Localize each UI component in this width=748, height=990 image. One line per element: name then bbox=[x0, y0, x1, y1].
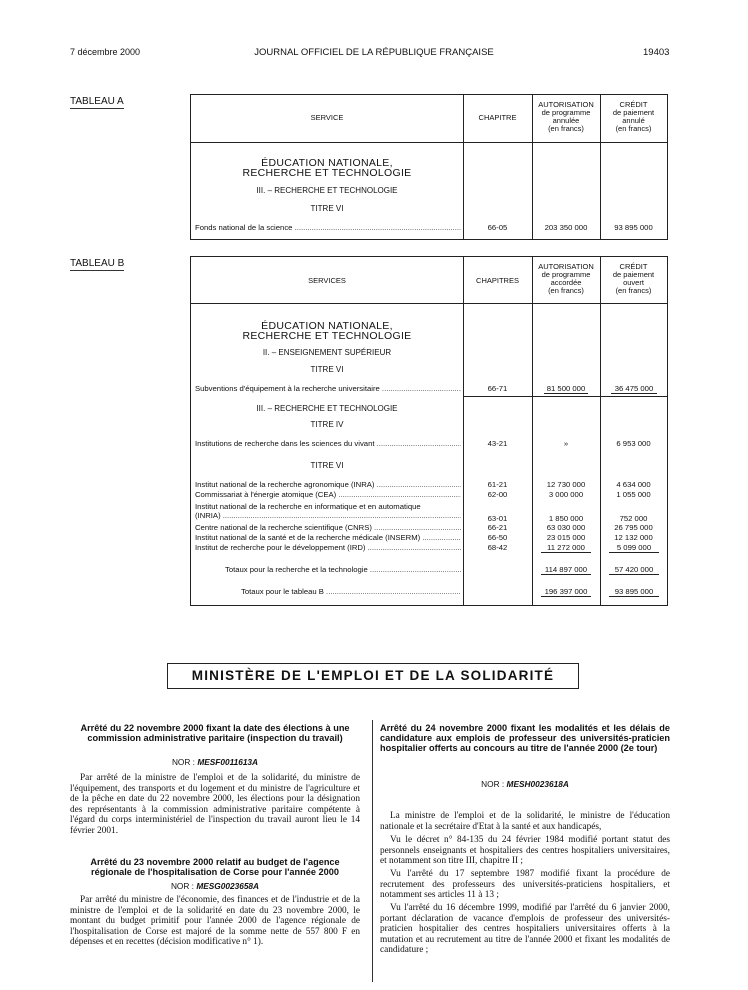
cell-autorisation: 63 030 000 bbox=[546, 523, 586, 532]
cell-autorisation: 12 730 000 bbox=[546, 480, 586, 489]
article-nor-elections: NOR : MESF0011613A bbox=[171, 757, 259, 767]
cell-credit: 12 132 000 bbox=[614, 533, 653, 542]
tableau-b-header-autorisation: AUTORISATION de programme accordée (en francs) bbox=[538, 262, 594, 295]
cell-credit: 93 895 000 bbox=[614, 223, 653, 232]
article-paragraph: La ministre de l'emploi et de la solidarité, le ministre de l'éducation nationale et la secrétaire d'Etat à la santé et aux handicapés, bbox=[380, 811, 670, 832]
cell-chapitre: 66-05 bbox=[487, 223, 508, 232]
tableau-a-header-chapitre: CHAPITRE bbox=[478, 113, 517, 122]
cell-credit: 6 953 000 bbox=[616, 439, 651, 448]
tableau-b-header-services: SERVICES bbox=[308, 276, 346, 285]
article-body-budget: Par arrêté du ministre de l'économie, des finances et de l'industrie et de la ministre de l'emploi et de la solidarité en date du 23 novembre 2000, le montant du budget primitif pour l'année 2000 de l'agence régionale de l'hospitalisation de Corse est majoré de la somme nette de 557 800 F en dépenses et en recettes (décision modificative n° 1). bbox=[70, 895, 360, 947]
journal-title: JOURNAL OFFICIEL DE LA RÉPUBLIQUE FRANÇAISE bbox=[254, 47, 494, 58]
article-nor-budget: NOR : MESG0023658A bbox=[170, 881, 260, 891]
tableau-a-header-autorisation: AUTORISATION de programme annulée (en francs) bbox=[538, 100, 594, 133]
tableau-b-titre-iv: TITRE IV bbox=[310, 420, 344, 429]
cell-chapitre: 63-01 bbox=[487, 514, 508, 523]
header-date: 7 décembre 2000 bbox=[70, 47, 141, 57]
cell-autorisation: 196 397 000 bbox=[541, 587, 591, 597]
cell-autorisation: 81 500 000 bbox=[544, 384, 588, 394]
ministry-banner: MINISTÈRE DE L'EMPLOI ET DE LA SOLIDARITÉ bbox=[167, 663, 579, 689]
cell-credit: 752 000 bbox=[619, 514, 648, 523]
tableau-b-section-2: II. – ENSEIGNEMENT SUPÉRIEUR bbox=[262, 348, 392, 357]
tableau-a-header-service: SERVICE bbox=[310, 113, 344, 122]
cell-autorisation: 114 897 000 bbox=[541, 565, 591, 575]
cell-chapitre: 68-42 bbox=[487, 543, 508, 552]
column-divider bbox=[372, 720, 373, 982]
tableau-a-label: TABLEAU A bbox=[70, 96, 124, 107]
article-nor-candidature: NOR : MESH0023618A bbox=[481, 779, 569, 789]
cell-autorisation: 1 850 000 bbox=[548, 514, 584, 523]
article-body-elections: Par arrêté de la ministre de l'emploi et de la solidarité, du ministre de l'équipement, des transports et du logement et du ministre de l'agriculture et de la pêche en date du 22 novembre 2000, les élections pour la désignation des représentants à la commission administrative paritaire compétente à l'égard du corps interministériel de l'inspection du travail auront lieu le 14 février 2001. bbox=[70, 773, 360, 836]
cell-credit: 93 895 000 bbox=[609, 587, 659, 597]
cell-credit: 4 634 000 bbox=[616, 480, 651, 489]
cell-credit: 57 420 000 bbox=[609, 565, 659, 575]
tableau-a-ministry: ÉDUCATION NATIONALE, RECHERCHE ET TECHNOLOGIE bbox=[242, 157, 412, 179]
cell-chapitre: 62-00 bbox=[487, 490, 508, 499]
cell-credit: 5 099 000 bbox=[609, 543, 659, 553]
cell-credit: 26 795 000 bbox=[614, 523, 653, 532]
cell-autorisation: 203 350 000 bbox=[544, 223, 588, 232]
article-title-budget: Arrêté du 23 novembre 2000 relatif au budget de l'agence régionale de l'hospitalisation de Corse pour l'année 2000 bbox=[90, 857, 340, 877]
tableau-a-section: III. – RECHERCHE ET TECHNOLOGIE bbox=[256, 186, 398, 195]
tableau-b-ministry: ÉDUCATION NATIONALE, RECHERCHE ET TECHNOLOGIE bbox=[242, 320, 412, 342]
article-paragraph: Vu l'arrêté du 16 décembre 1999, modifié par l'arrêté du 6 janvier 2000, portant déclaration de vacance d'emplois de professeur des universités-praticien hospitalier des centres hospitaliers universitaires offerts à la mutation et au recrutement au titre de l'année 2000 et fixant les modalités de candidature ; bbox=[380, 903, 670, 955]
tableau-b-header-chapitres: CHAPITRES bbox=[476, 276, 519, 285]
article-paragraph: Vu le décret n° 84-135 du 24 février 1984 modifié portant statut des personnels enseignants et hospitaliers des centres hospitaliers universitaires, et notamment son titre III, chapitre II ; bbox=[380, 835, 670, 866]
cell-autorisation: 23 015 000 bbox=[546, 533, 586, 542]
page-number: 19403 bbox=[643, 47, 670, 58]
tableau-b-titre-vi: TITRE VI bbox=[310, 365, 344, 374]
tableau-a: SERVICE CHAPITRE AUTORISATION de programme annulée (en francs) CRÉDIT de paiement annulé (en francs) ÉDUCATION NATIONALE, RECHERCHE ET TECHNOLOGIE III. – RECHERCHE ET TECHNOLOGIE TITRE VI Fonds national de la science ..... 66-05 203 350 000 93 895 000 bbox=[190, 94, 668, 240]
article-title-candidature: Arrêté du 24 novembre 2000 fixant les modalités et les délais de candidature aux emplois de professeur des universités-praticien hospitalier offerts au concours au titre de l'année 2000 (2e tour) bbox=[380, 723, 670, 753]
cell-chapitre: 66-71 bbox=[487, 384, 508, 393]
cell-autorisation: » bbox=[563, 439, 569, 448]
tableau-b-header-credit: CRÉDIT de paiement ouvert (en francs) bbox=[612, 262, 655, 295]
article-title-elections: Arrêté du 22 novembre 2000 fixant la date des élections à une commission administrative paritaire (inspection du travail) bbox=[80, 723, 350, 743]
tableau-b-titre-vi-2: TITRE VI bbox=[310, 461, 344, 470]
cell-chapitre: 66-50 bbox=[487, 533, 508, 542]
tableau-b-section-3: III. – RECHERCHE ET TECHNOLOGIE bbox=[256, 404, 398, 413]
cell-chapitre: 61-21 bbox=[487, 480, 508, 489]
tableau-b-label: TABLEAU B bbox=[70, 258, 125, 269]
tableau-b: SERVICES CHAPITRES AUTORISATION de programme accordée (en francs) CRÉDIT de paiement ouvert (en francs) ÉDUCATION NATIONALE, RECHERCHE ET TECHNOLOGIE II. – ENSEIGNEMENT SUPÉRIEUR TITRE VI Subventions d'équipement à la recherche universitaire ..... 66-71 81 500 000 36 475 000 III. – RECHERCHE ET TECHNOLOGIE TITRE IV Institutions de recherche dans les sciences du vivant ..... 43-21 » 6 953 000 TITRE VI Institut national de la recherche agronomique (INRA) ..... 61-21 12 730 000 4 634 000 Commissariat à l'énergie atomique (CEA) ..... 62-00 3 000 000 1 055 000 Institut national de la recherche en informatique et en automatique (INRIA) ..... 63-01 1 850 000 752 000 Centre national de la recherche scientifique (CNRS) ..... 66-21 63 030 000 26 795 000 Institut national de la santé et de la recherche médicale (INSERM) ..... 66-50 23 015 000 12 132 000 Institut de recherche pour le développement (IRD) ..... 68-42 11 272 000 5 099 000 Totaux pour la recherche et la technologie ..... 114 897 000 57 420 000 Totaux pour le tableau B ..... 196 397 000 93 895 000 bbox=[190, 256, 668, 606]
cell-autorisation: 11 272 000 bbox=[541, 543, 591, 553]
article-paragraph: Vu l'arrêté du 17 septembre 1987 modifié fixant la procédure de recrutement des professeurs des universités-praticiens hospitaliers, et notamment ses articles 11 à 13 ; bbox=[380, 869, 670, 900]
cell-credit: 36 475 000 bbox=[611, 384, 657, 394]
tableau-a-titre: TITRE VI bbox=[310, 204, 344, 213]
cell-chapitre: 43-21 bbox=[487, 439, 508, 448]
cell-chapitre: 66-21 bbox=[487, 523, 508, 532]
cell-credit: 1 055 000 bbox=[616, 490, 651, 499]
cell-autorisation: 3 000 000 bbox=[548, 490, 584, 499]
tableau-a-header-credit: CRÉDIT de paiement annulé (en francs) bbox=[612, 100, 655, 133]
